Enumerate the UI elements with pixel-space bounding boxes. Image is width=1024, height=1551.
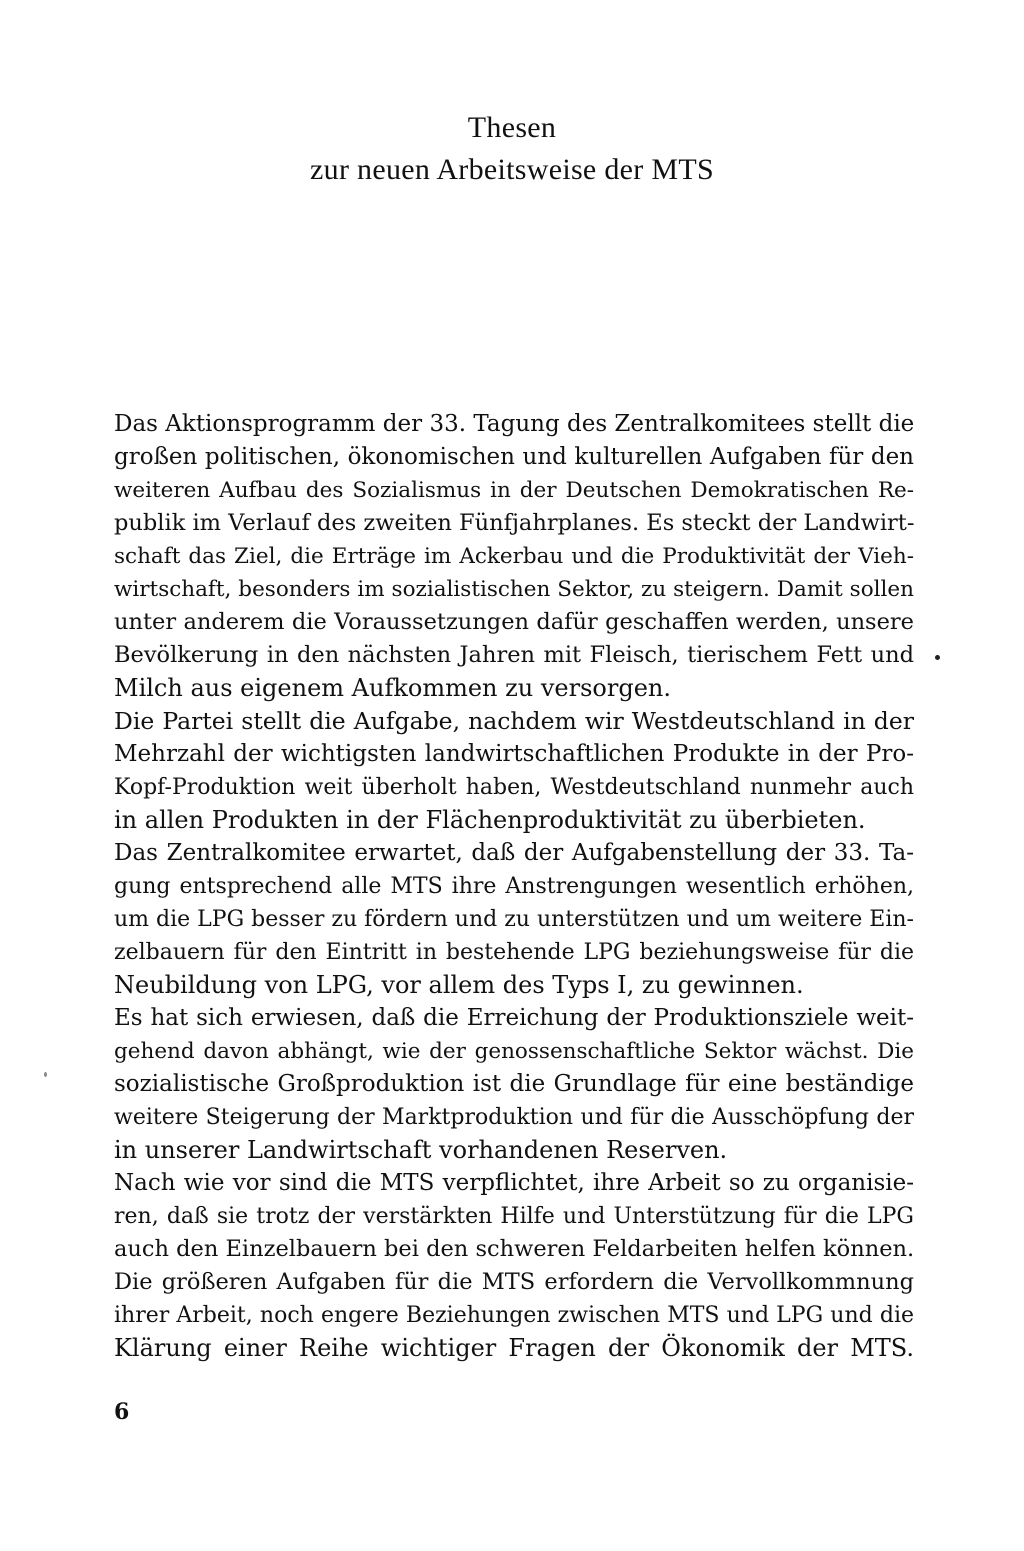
text-line: Das Zentralkomitee erwartet, daß der Aufgabenstellung der 33. Ta-	[114, 840, 914, 866]
text-line: unter anderem die Voraussetzungen dafür geschaffen werden, unsere	[114, 609, 914, 635]
text-line: Kopf-Produktion weit überholt haben, Westdeutschland nunmehr auch	[114, 775, 914, 800]
text-line: weitere Steigerung der Marktproduktion und für die Ausschöpfung der	[114, 1105, 914, 1130]
text-line: Das Aktionsprogramm der 33. Tagung des Zentralkomitees stellt die	[114, 411, 914, 437]
text-line: sozialistische Großproduktion ist die Grundlage für eine beständige	[114, 1071, 914, 1097]
text-line: auch den Einzelbauern bei den schweren Feldarbeiten helfen können.	[114, 1236, 914, 1262]
text-line: Milch aus eigenem Aufkommen zu versorgen.	[114, 674, 671, 702]
text-line: wirtschaft, besonders im sozialistischen Sektor, zu steigern. Damit sollen	[114, 577, 914, 602]
text-line: publik im Verlauf des zweiten Fünfjahrplanes. Es steckt der Landwirt-	[114, 510, 914, 536]
text-line: in unserer Landwirtschaft vorhandenen Reserven.	[114, 1136, 728, 1164]
text-line: Es hat sich erwiesen, daß die Erreichung der Produktionsziele weit-	[114, 1005, 914, 1031]
body-text	[114, 408, 914, 1365]
text-line: gehend davon abhängt, wie der genossenschaftliche Sektor wächst. Die	[114, 1039, 914, 1064]
page-number: 6	[114, 1399, 130, 1425]
text-line: ren, daß sie trotz der verstärkten Hilfe und Unterstützung für die LPG	[114, 1204, 914, 1229]
text-line: zelbauern für den Eintritt in bestehende LPG beziehungsweise für die	[114, 940, 914, 965]
text-line: großen politischen, ökonomischen und kulturellen Aufgaben für den	[114, 444, 914, 470]
text-line: weiteren Aufbau des Sozialismus in der Deutschen Demokratischen Re-	[114, 478, 914, 503]
text-line: Mehrzahl der wichtigsten landwirtschaftlichen Produkte in der Pro-	[114, 741, 914, 767]
page-title-line-1: Thesen	[467, 111, 557, 144]
text-line: schaft das Ziel, die Erträge im Ackerbau und die Produktivität der Vieh-	[114, 544, 914, 569]
page-title-line-2: zur neuen Arbeitsweise der MTS	[310, 153, 714, 186]
text-line: Die größeren Aufgaben für die MTS erfordern die Vervollkommnung	[114, 1269, 914, 1295]
text-line: ihrer Arbeit, noch engere Beziehungen zwischen MTS und LPG und die	[114, 1303, 914, 1328]
print-speck	[935, 655, 940, 660]
text-line: Nach wie vor sind die MTS verpflichtet, ihre Arbeit so zu organisie-	[114, 1170, 914, 1196]
text-line: Neubildung von LPG, vor allem des Typs I, zu gewinnen.	[114, 971, 804, 999]
text-line: Die Partei stellt die Aufgabe, nachdem wir Westdeutschland in der	[114, 707, 914, 735]
text-line: gung entsprechend alle MTS ihre Anstrengungen wesentlich erhöhen,	[114, 874, 914, 899]
text-line: um die LPG besser zu fördern und zu unterstützen und um weitere Ein-	[114, 907, 914, 932]
text-line: in allen Produkten in der Flächenproduktivität zu überbieten.	[114, 806, 866, 834]
text-line: Klärung einer Reihe wichtiger Fragen der Ökonomik der MTS.	[114, 1334, 914, 1362]
text-line: Bevölkerung in den nächsten Jahren mit Fleisch, tierischem Fett und	[114, 642, 914, 668]
print-speck	[44, 1072, 47, 1077]
